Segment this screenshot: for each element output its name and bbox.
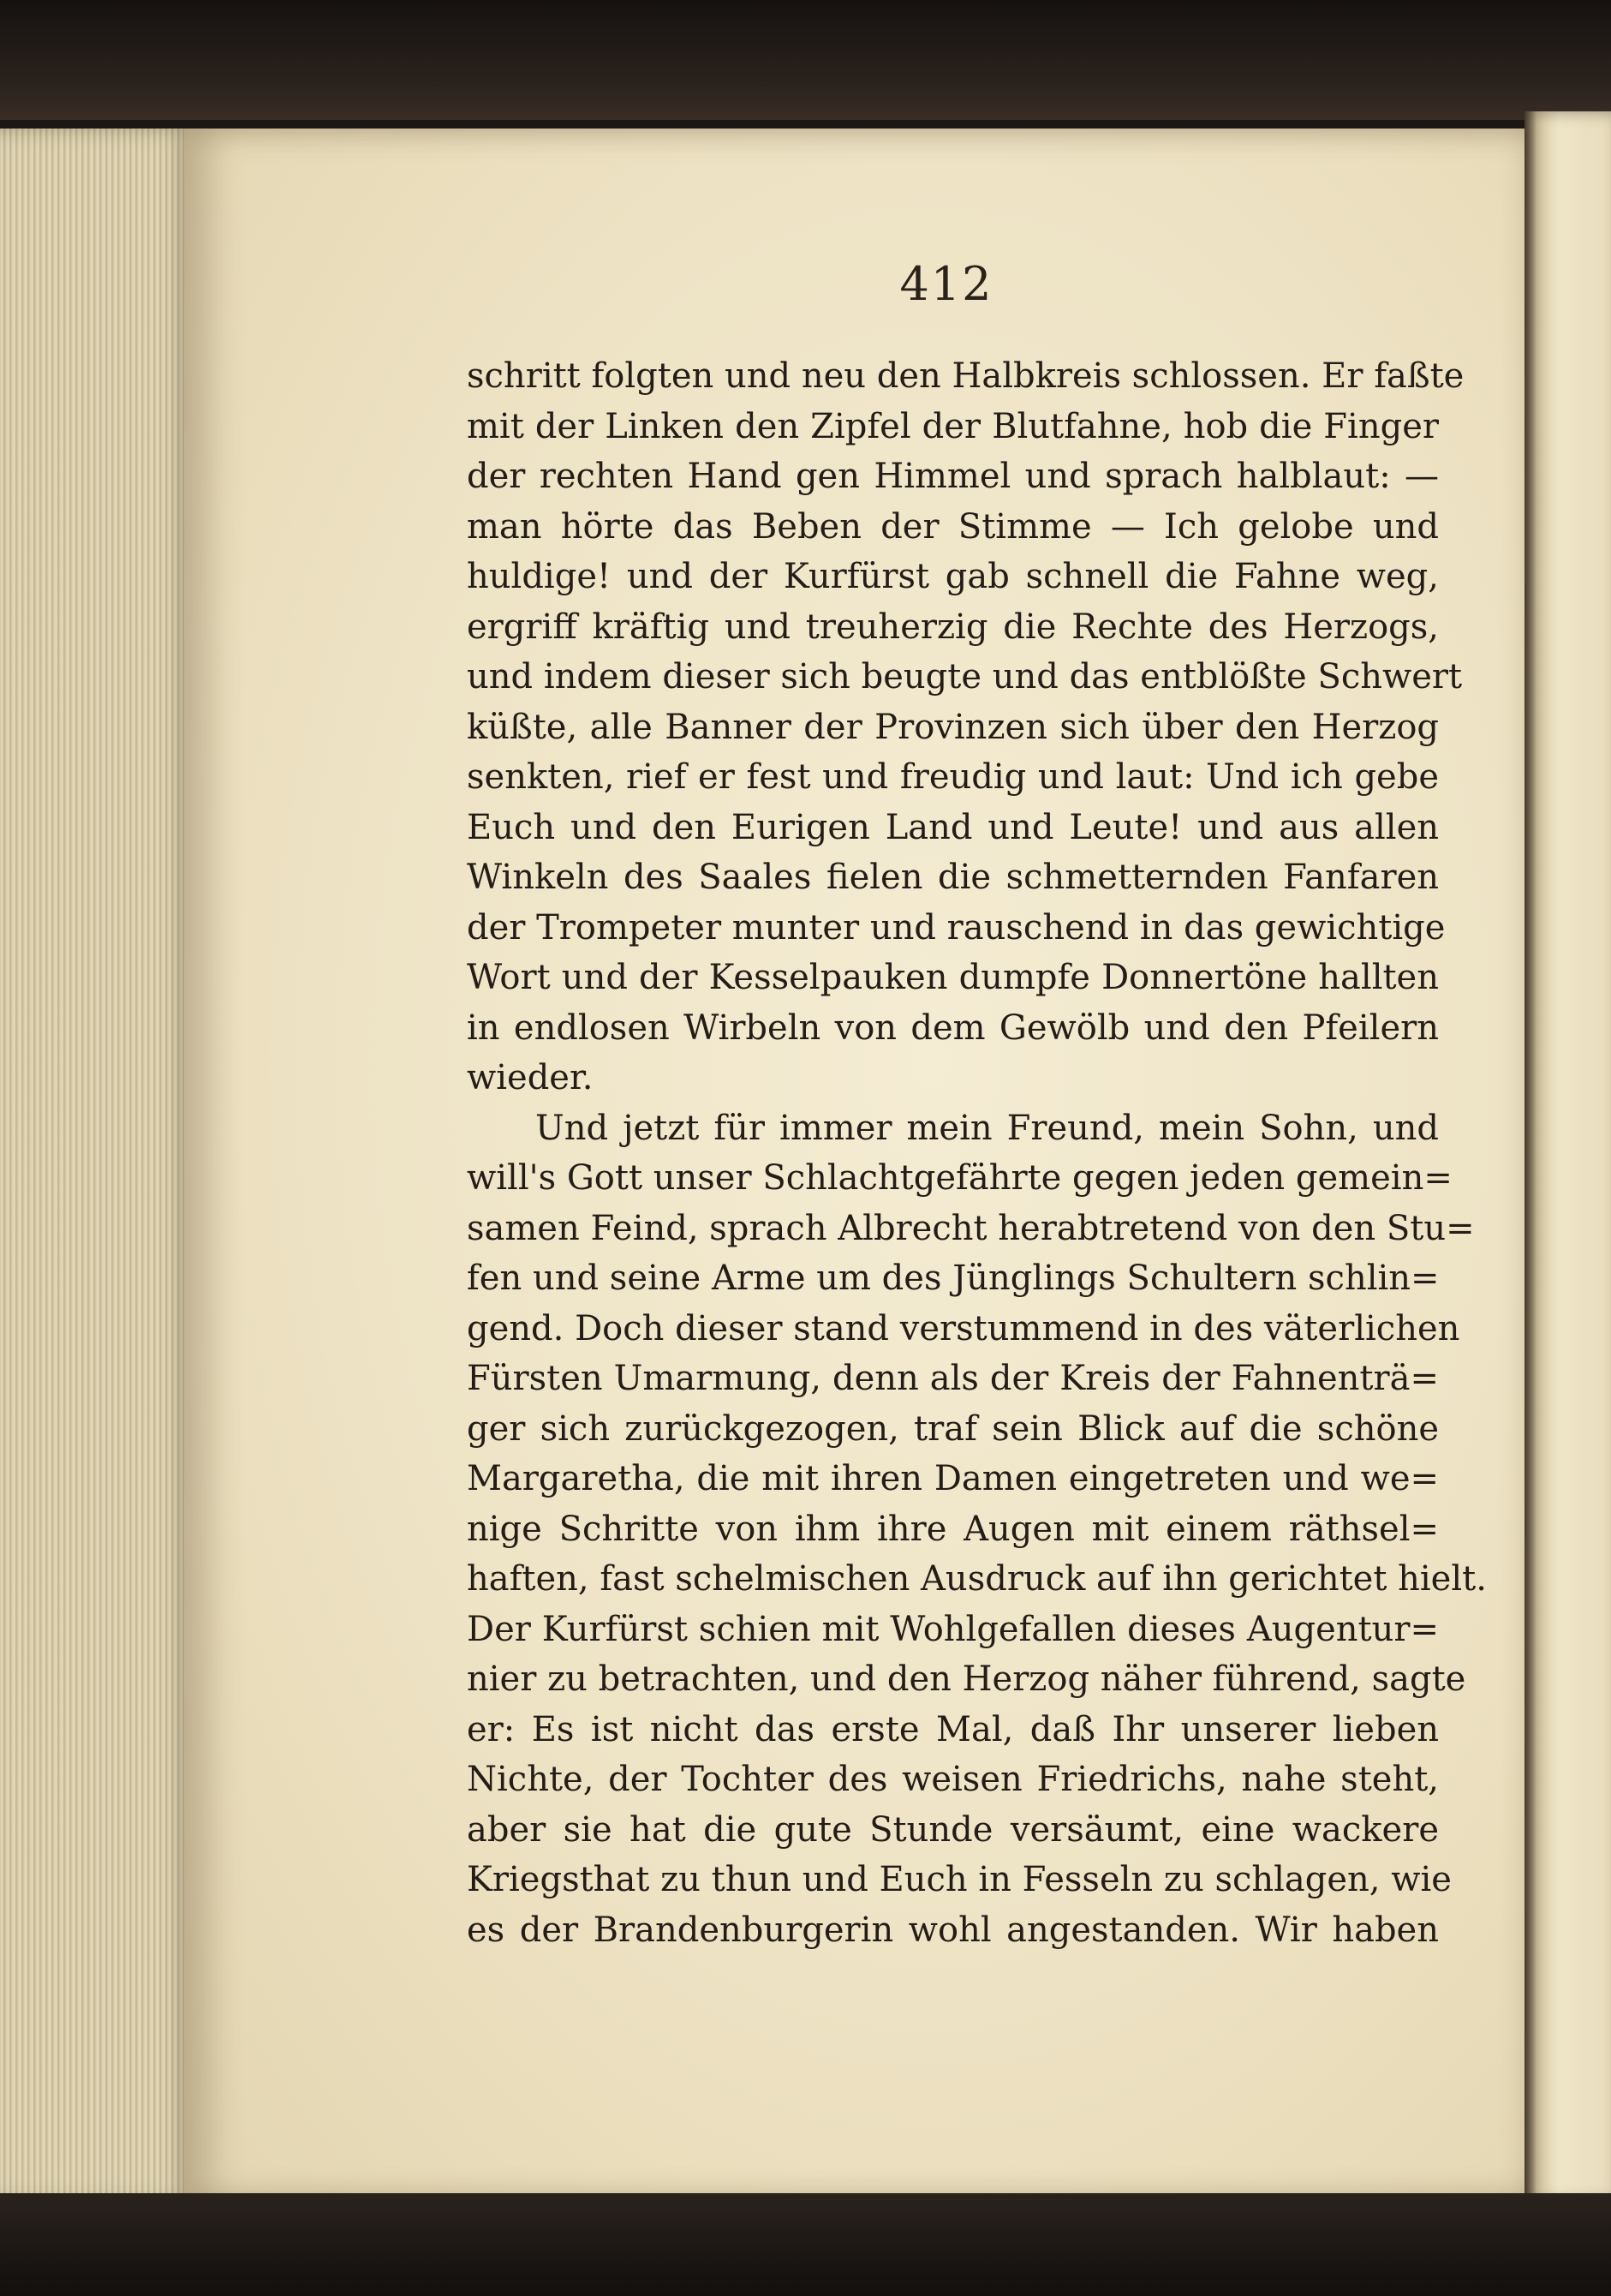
text-line: Kriegsthat zu thun und Euch in Fesseln zu schlagen, wie [467, 1860, 1452, 1899]
text-line: er: Es ist nicht das erste Mal, daß Ihr unserer lieben [467, 1709, 1439, 1749]
text-line: haften, fast schelmischen Ausdruck auf ihn gerichtet hielt. [467, 1559, 1487, 1599]
text-line: und indem dieser sich beugte und das entblößte Schwert [467, 657, 1463, 697]
text-line: fen und seine Arme um des Jünglings Schultern schlin= [467, 1259, 1440, 1298]
text-line: in endlosen Wirbeln von dem Gewölb und den Pfeilern [467, 1007, 1439, 1048]
text-line: samen Feind, sprach Albrecht herabtretend von den Stu= [467, 1208, 1475, 1248]
book-cover-bottom [0, 2193, 1611, 2296]
text-line: nige Schritte von ihm ihre Augen mit einem räthsel= [467, 1509, 1439, 1549]
text-line: gend. Doch dieser stand verstummend in des väterlichen [467, 1308, 1460, 1348]
text-line: der Trompeter munter und rauschend in das gewichtige [467, 907, 1446, 948]
page-number: 412 [899, 257, 993, 311]
text-line: huldige! und der Kurfürst gab schnell die Fahne weg, [467, 557, 1439, 596]
text-line: mit der Linken den Zipfel der Blutfahne, hob die Finger [467, 406, 1439, 446]
text-line: Und jetzt für immer mein Freund, mein Sohn, und [535, 1108, 1439, 1148]
text-line: der rechten Hand gen Himmel und sprach halblaut: — [467, 457, 1439, 496]
text-line: Margaretha, die mit ihren Damen eingetreten und we= [467, 1459, 1439, 1498]
text-line: aber sie hat die gute Stunde versäumt, eine wackere [467, 1809, 1439, 1850]
text-line: Nichte, der Tochter des weisen Friedrichs, nahe steht, [467, 1760, 1439, 1799]
text-line: Fürsten Umarmung, denn als der Kreis der Fahnenträ= [467, 1359, 1439, 1398]
text-line: ger sich zurückgezogen, traf sein Blick auf die schöne [467, 1408, 1439, 1449]
text-line: senkten, rief er fest und freudig und laut: Und ich gebe [467, 757, 1439, 797]
text-line: ergriff kräftig und treuherzig die Rechte des Herzogs, [467, 607, 1439, 647]
facing-page-edge [1524, 111, 1611, 2202]
text-line: will's Gott unser Schlachtgefährte gegen jeden gemein= [467, 1158, 1453, 1198]
text-line: nier zu betrachten, und den Herzog näher führend, sagte [467, 1659, 1466, 1699]
text-line: Der Kurfürst schien mit Wohlgefallen dieses Augentur= [467, 1609, 1439, 1649]
text-line: es der Brandenburgerin wohl angestanden. Wir haben [467, 1910, 1439, 1950]
text-line: Wort und der Kesselpauken dumpfe Donnertöne hallten [467, 958, 1439, 997]
body-text [467, 351, 1487, 1955]
text-line: Winkeln des Saales fielen die schmetternden Fanfaren [467, 858, 1439, 897]
text-line: wieder. [467, 1058, 594, 1097]
page-edges [0, 129, 194, 2202]
text-line: man hörte das Beben der Stimme — Ich gelobe und [467, 506, 1439, 547]
text-line: Euch und den Eurigen Land und Leute! und aus allen [467, 807, 1439, 847]
text-line: schritt folgten und neu den Halbkreis schlossen. Er faßte [467, 356, 1465, 396]
text-line: küßte, alle Banner der Provinzen sich über den Herzog [467, 707, 1439, 747]
book-cover-top [0, 0, 1611, 120]
